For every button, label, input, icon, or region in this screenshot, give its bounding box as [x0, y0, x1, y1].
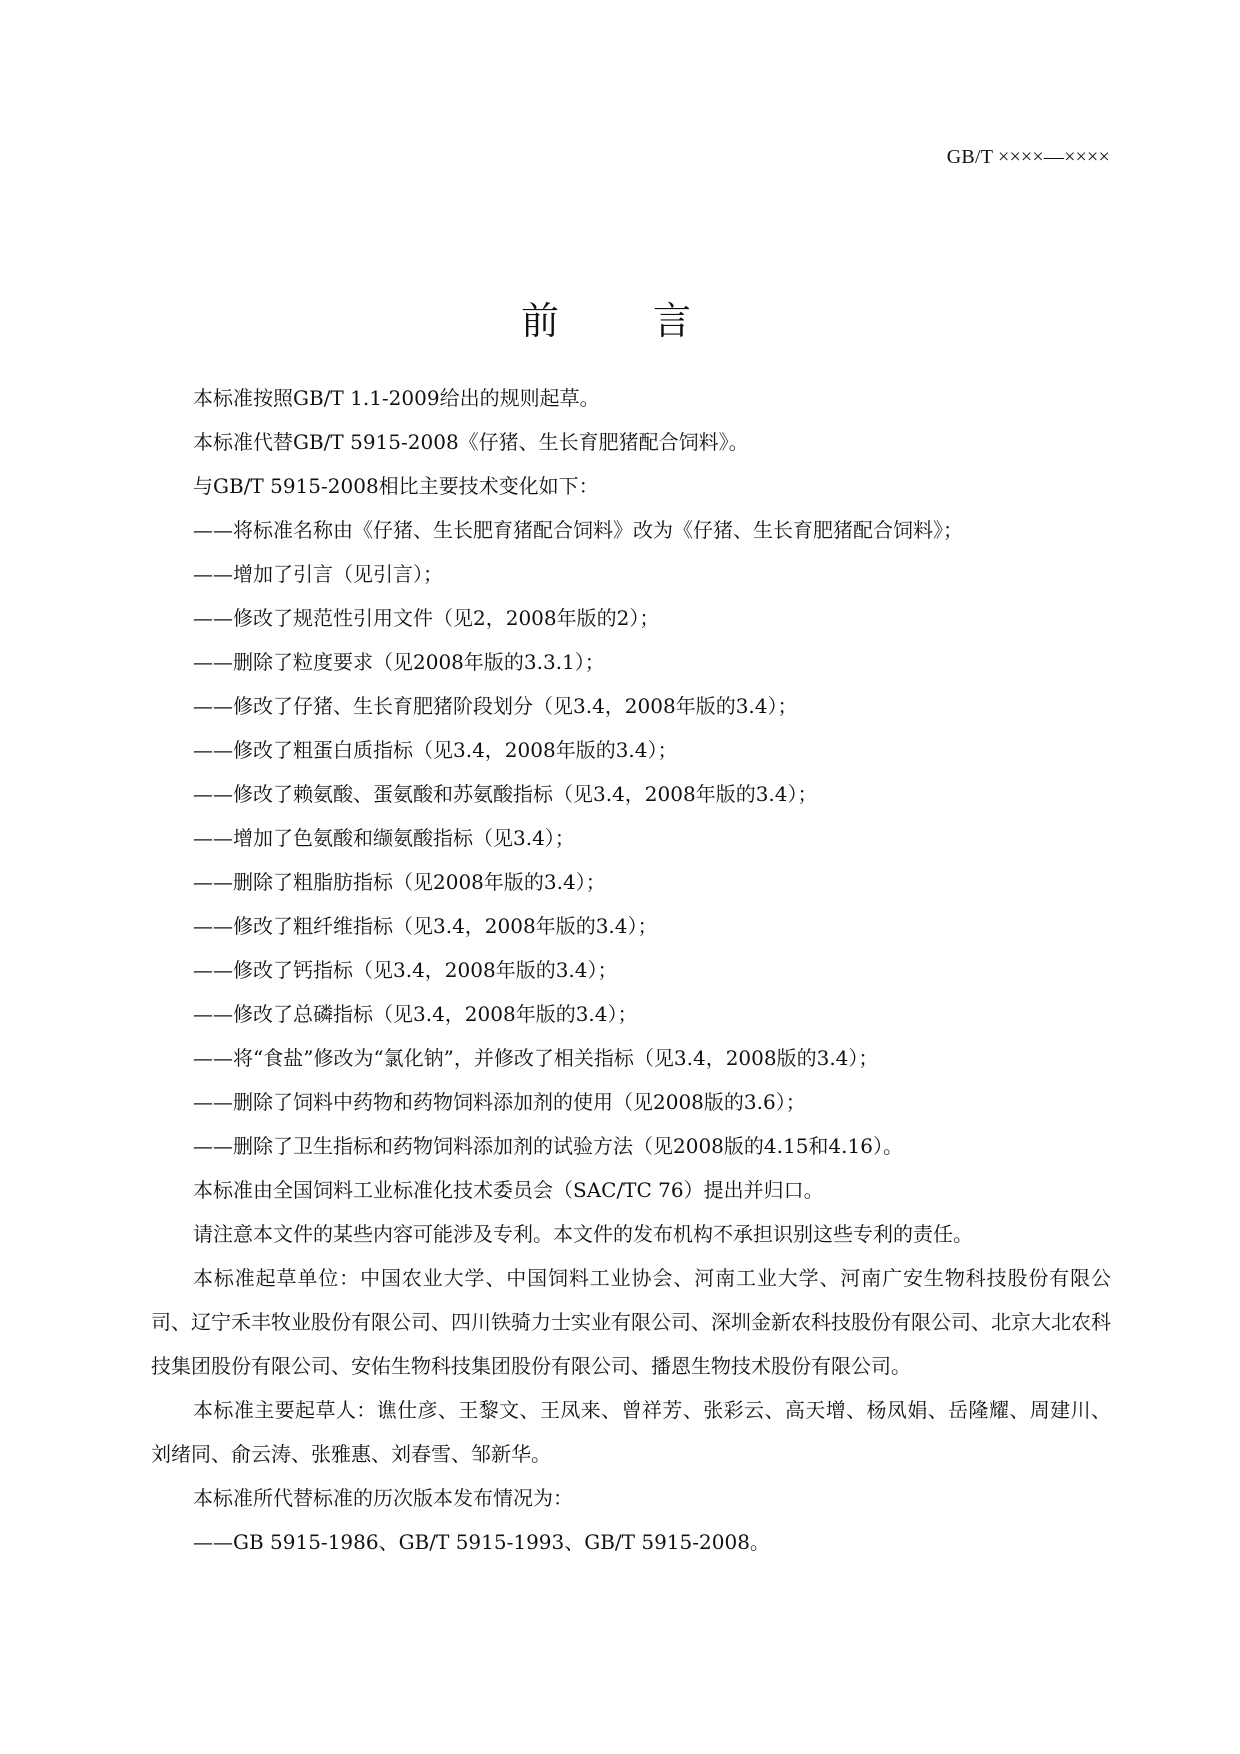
change-item: ——修改了钙指标（见3.4，2008年版的3.4）； — [193, 958, 618, 982]
change-item: ——修改了赖氨酸、蛋氨酸和苏氨酸指标（见3.4，2008年版的3.4）； — [193, 782, 818, 806]
paragraph: 本标准所代替标准的历次版本发布情况为： — [193, 1486, 573, 1510]
foreword-body — [151, 376, 1111, 1564]
change-item: ——增加了引言（见引言）； — [193, 562, 443, 586]
change-item: ——删除了卫生指标和药物饲料添加剂的试验方法（见2008版的4.15和4.16）。 — [193, 1134, 903, 1158]
change-item: ——将标准名称由《仔猪、生长肥育猪配合饲料》改为《仔猪、生长育肥猪配合饲料》； — [193, 518, 963, 542]
drafting-units: 本标准起草单位：中国农业大学、中国饲料工业协会、河南工业大学、河南广安生物科技股份有限公司、辽宁禾丰牧业股份有限公司、四川铁骑力士实业有限公司、深圳金新农科技股份有限公司、北京大北农科技集团股份有限公司、安佑生物科技集团股份有限公司、播恩生物技术股份有限公司。 — [151, 1266, 1111, 1378]
paragraph: 本标准代替GB/T 5915-2008《仔猪、生长育肥猪配合饲料》。 — [193, 430, 749, 454]
paragraph: 本标准由全国饲料工业标准化技术委员会（SAC/TC 76）提出并归口。 — [193, 1178, 824, 1202]
change-item: ——修改了总磷指标（见3.4，2008年版的3.4）； — [193, 1002, 638, 1026]
patent-notice: 请注意本文件的某些内容可能涉及专利。本文件的发布机构不承担识别这些专利的责任。 — [193, 1222, 973, 1246]
change-item: ——删除了饲料中药物和药物饲料添加剂的使用（见2008版的3.6）； — [193, 1090, 806, 1114]
change-item: ——增加了色氨酸和缬氨酸指标（见3.4）； — [193, 826, 575, 850]
page-title: 前 言 — [520, 299, 719, 344]
change-item: ——删除了粒度要求（见2008年版的3.3.1）； — [193, 650, 605, 674]
change-item: ——修改了规范性引用文件（见2，2008年版的2）； — [193, 606, 660, 630]
change-item: ——修改了粗纤维指标（见3.4，2008年版的3.4）； — [193, 914, 658, 938]
drafters: 本标准主要起草人：谯仕彦、王黎文、王凤来、曾祥芳、张彩云、高天增、杨凤娟、岳隆耀、周建川、刘绪同、俞云涛、张雅惠、刘春雪、邹新华。 — [151, 1398, 1111, 1466]
paragraph: 本标准按照GB/T 1.1-2009给出的规则起草。 — [193, 386, 600, 410]
version-history: ——GB 5915-1986、GB/T 5915-1993、GB/T 5915-2008。 — [193, 1530, 770, 1554]
paragraph: 与GB/T 5915-2008相比主要技术变化如下： — [193, 474, 599, 498]
change-item: ——修改了仔猪、生长育肥猪阶段划分（见3.4，2008年版的3.4）； — [193, 694, 798, 718]
change-item: ——删除了粗脂肪指标（见2008年版的3.4）； — [193, 870, 606, 894]
change-item: ——将“食盐”修改为“氯化钠”，并修改了相关指标（见3.4，2008版的3.4）； — [193, 1046, 879, 1070]
standard-code: GB/T ××××—×××× — [946, 146, 1110, 168]
change-item: ——修改了粗蛋白质指标（见3.4，2008年版的3.4）； — [193, 738, 678, 762]
